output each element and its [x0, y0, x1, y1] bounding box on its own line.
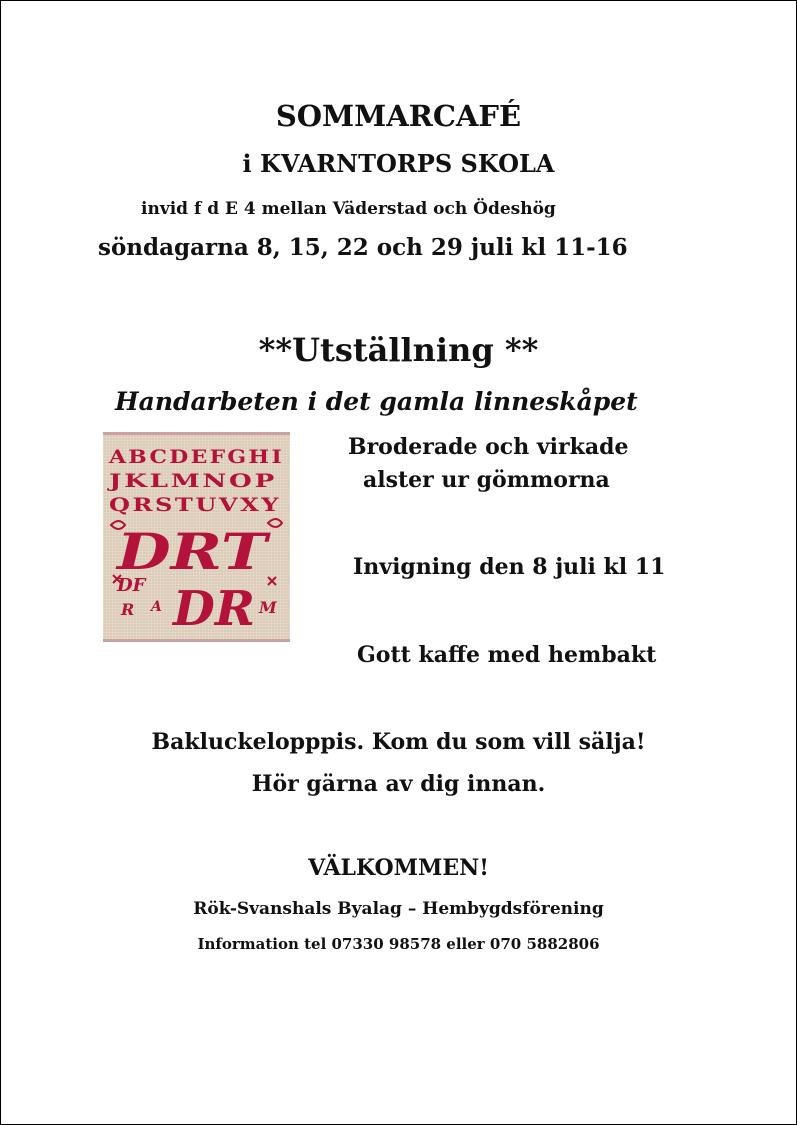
sampler-row-1: ABCDEFGHI	[107, 446, 285, 468]
exhibition-subtitle: Handarbeten i det gamla linneskåpet	[115, 387, 638, 416]
sampler-monogram-2: DR	[170, 581, 255, 633]
location-line: invid f d E 4 mellan Väderstad och Ödeshög	[141, 199, 556, 219]
embroidery-line-1: Broderade och virkade	[348, 434, 629, 460]
poster-title: SOMMARCAFÉ	[275, 99, 522, 133]
sampler-small-4: M	[259, 598, 277, 617]
sampler-small-1: DF	[117, 575, 146, 596]
sampler-row-2: JKLMNOP	[106, 470, 277, 492]
sampler-row-3: QRSTUVXY	[109, 494, 281, 516]
venue-line: i KVARNTORPS SKOLA	[242, 149, 555, 178]
organizer-line: Rök-Svanshals Byalag – Hembygdsförening	[193, 899, 604, 919]
sampler-image	[103, 432, 290, 642]
sampler-small-3: A	[151, 599, 162, 615]
opening-line: Invigning den 8 juli kl 11	[353, 554, 666, 580]
welcome-line: VÄLKOMMEN!	[308, 855, 489, 881]
sampler-small-2: R	[121, 600, 135, 619]
flea-market-line: Bakluckelopppis. Kom du som vill sälja!	[151, 729, 646, 755]
dates-line: söndagarna 8, 15, 22 och 29 juli kl 11-16	[98, 234, 628, 261]
contact-prompt-line: Hör gärna av dig innan.	[251, 771, 546, 797]
sampler-monogram-1: DRT	[114, 522, 272, 581]
embroidery-line-2: alster ur gömmorna	[363, 467, 610, 493]
coffee-line: Gott kaffe med hembakt	[357, 642, 657, 668]
sampler-embroidery	[103, 435, 290, 633]
info-line: Information tel 07330 98578 eller 070 5882806	[197, 935, 600, 953]
exhibition-heading: **Utställning **	[258, 331, 539, 369]
